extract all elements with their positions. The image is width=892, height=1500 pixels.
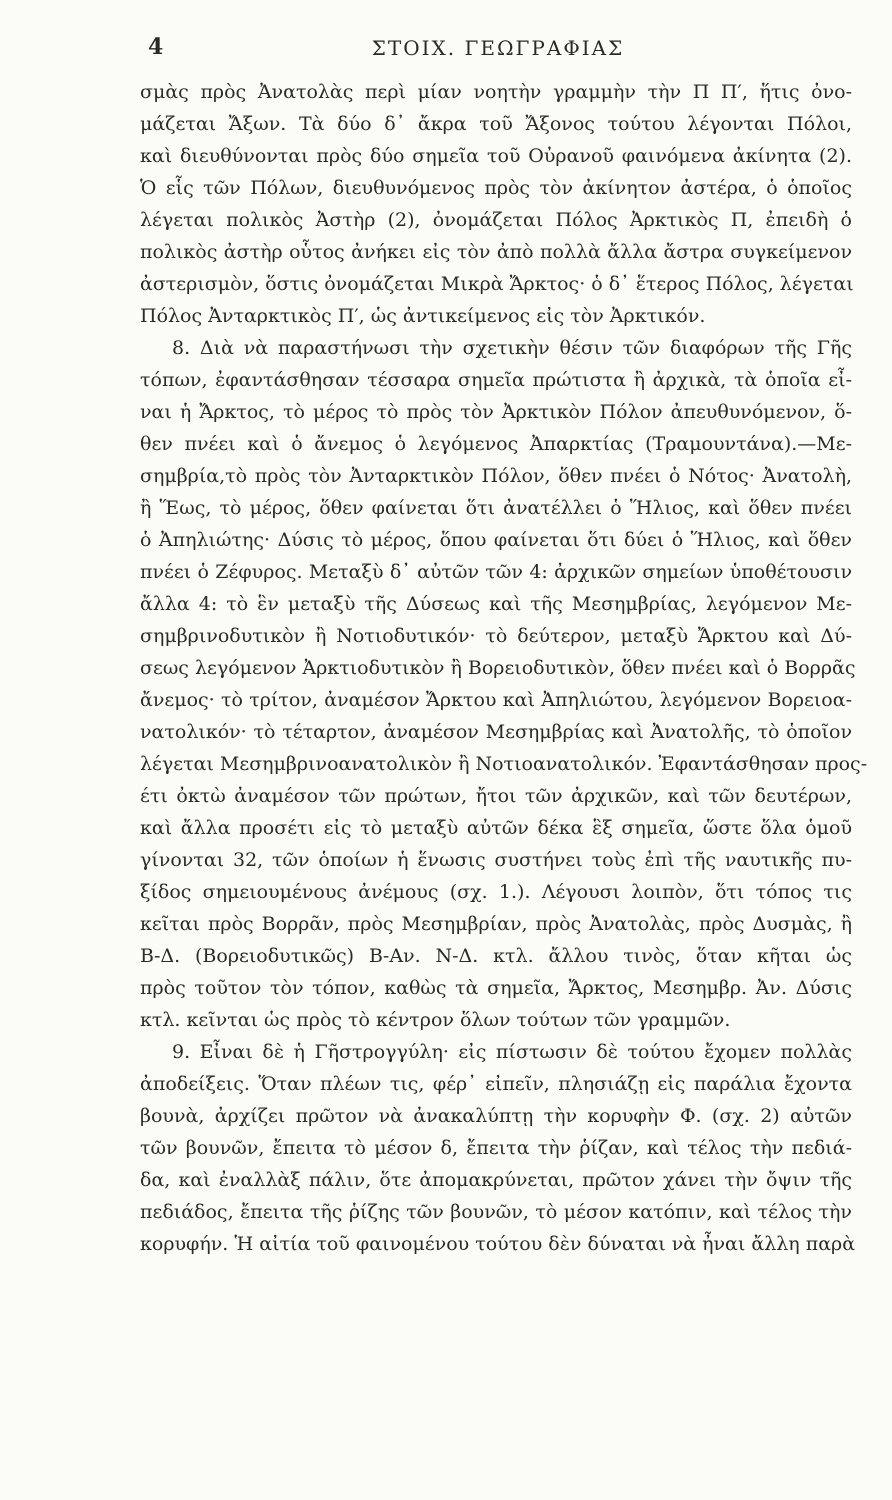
- text-line: σεως λεγόμενον Ἀρκτιοδυτικὸν ἢ Βορειοδυτικὸν, ὅθεν πνέει καὶ ὁ Βορρᾶς: [140, 657, 856, 679]
- text-line: λέγεται πολικὸς Ἀστὴρ (2), ὀνομάζεται Πόλος Ἀρκτικὸς Π, ἐπειδὴ ὁ: [140, 209, 852, 231]
- text-line: ξίδος σημειουμένους ἀνέμους (σχ. 1.). Λέγουσι λοιπὸν, ὅτι τόπος τις: [140, 881, 852, 903]
- text-line: πρὸς τοῦτον τὸν τόπον, καθὼς τὰ σημεῖα, Ἄρκτος, Μεσημβρ. Ἀν. Δύσις: [140, 977, 852, 999]
- text-line: μάζεται Ἄξων. Τὰ δύο δ᾽ ἄκρα τοῦ Ἄξονος τούτου λέγονται Πόλοι,: [140, 113, 852, 135]
- text-line: πνέει ὁ Ζέφυρος. Μεταξὺ δ᾽ αὐτῶν τῶν 4: ἀρχικῶν σημείων ὑποθέτουσιν: [140, 561, 852, 583]
- text-line: κορυφήν. Ἡ αἰτία τοῦ φαινομένου τούτου δὲν δύναται νὰ ἦναι ἄλλη παρὰ: [140, 1233, 856, 1255]
- text-line: Ὁ εἷς τῶν Πόλων, διευθυνόμενος πρὸς τὸν ἀκίνητον ἀστέρα, ὁ ὁποῖος: [140, 177, 852, 199]
- text-line: 9. Εἶναι δὲ ἡ Γῆστρογγύλη· εἰς πίστωσιν δὲ τούτου ἔχομεν πολλὰς: [172, 1041, 852, 1063]
- page-number: 4: [148, 34, 164, 60]
- text-line: τόπων, ἐφαντάσθησαν τέσσαρα σημεῖα πρώτιστα ἢ ἀρχικὰ, τὰ ὁποῖα εἶ-: [140, 369, 852, 391]
- body-text: [140, 76, 868, 1260]
- text-line: 8. Διὰ νὰ παραστήνωσι τὴν σχετικὴν θέσιν τῶν διαφόρων τῆς Γῆς: [172, 337, 852, 359]
- text-line: καὶ διευθύνονται πρὸς δύο σημεῖα τοῦ Οὐρανοῦ φαινόμενα ἀκίνητα (2).: [140, 145, 852, 167]
- text-line: σημβρία,τὸ πρὸς τὸν Ἀνταρκτικὸν Πόλον, ὅθεν πνέει ὁ Νότος· Ἀνατολὴ,: [140, 465, 852, 487]
- text-line: ἄνεμος· τὸ τρίτον, ἀναμέσον Ἄρκτου καὶ Ἀπηλιώτου, λεγόμενον Βορειοα-: [140, 689, 852, 711]
- text-line: ἀστερισμὸν, ὅστις ὀνομάζεται Μικρὰ Ἄρκτος· ὁ δ᾽ ἕτερος Πόλος, λέγεται: [140, 273, 854, 295]
- text-line: ναι ἡ Ἄρκτος, τὸ μέρος τὸ πρὸς τὸν Ἀρκτικὸν Πόλον ἀπευθυνόμενον, ὅ-: [140, 401, 852, 423]
- text-line: Β-Δ. (Βορειοδυτικῶς) Β-Αν. Ν-Δ. κτλ. ἄλλου τινὸς, ὅταν κῆται ὡς: [140, 945, 852, 967]
- running-title: ΣΤΟΙΧ. ΓΕΩΓΡΑΦΙΑΣ: [371, 36, 625, 60]
- text-line: ἀποδείξεις. Ὅταν πλέων τις, φέρ᾽ εἰπεῖν, πλησιάζῃ εἰς παράλια ἔχοντα: [140, 1073, 852, 1095]
- text-line: κτλ. κεῖνται ὡς πρὸς τὸ κέντρον ὅλων τούτων τῶν γραμμῶν.: [140, 1009, 731, 1031]
- text-line: Πόλος Ἀνταρκτικὸς Π′, ὡς ἀντικείμενος εἰς τὸν Ἀρκτικόν.: [140, 305, 706, 327]
- text-line: νατολικόν· τὸ τέταρτον, ἀναμέσον Μεσημβρίας καὶ Ἀνατολῆς, τὸ ὁποῖον: [140, 721, 852, 743]
- text-line: σμὰς πρὸς Ἀνατολὰς περὶ μίαν νοητὴν γραμμὴν τὴν Π Π′, ἥτις ὀνο-: [140, 81, 852, 103]
- text-line: έτι ὀκτὼ ἀναμέσον τῶν πρώτων, ἤτοι τῶν ἀρχικῶν, καὶ τῶν δευτέρων,: [140, 785, 852, 807]
- text-line: σημβρινοδυτικὸν ἢ Νοτιοδυτικόν· τὸ δεύτερον, μεταξὺ Ἄρκτου καὶ Δύ-: [140, 625, 852, 647]
- text-line: τῶν βουνῶν, ἔπειτα τὸ μέσον δ, ἔπειτα τὴν ῥίζαν, καὶ τέλος τὴν πεδιά-: [140, 1137, 852, 1159]
- text-line: καὶ ἄλλα προσέτι εἰς τὸ μεταξὺ αὐτῶν δέκα ἓξ σημεῖα, ὥστε ὅλα ὁμοῦ: [140, 817, 852, 839]
- text-line: πεδιάδος, ἔπειτα τῆς ῥίζης τῶν βουνῶν, τὸ μέσον κατόπιν, καὶ τέλος τὴν: [140, 1201, 852, 1223]
- text-line: ἄλλα 4: τὸ ἓν μεταξὺ τῆς Δύσεως καὶ τῆς Μεσημβρίας, λεγόμενον Με-: [140, 593, 852, 615]
- text-line: γίνονται 32, τῶν ὁποίων ἡ ἕνωσις συστήνει τοὺς ἐπὶ τῆς ναυτικῆς πυ-: [140, 849, 852, 871]
- text-line: λέγεται Μεσημβρινοανατολικὸν ἢ Νοτιοανατολικόν. Ἐφαντάσθησαν προς-: [140, 753, 868, 775]
- text-line: ἢ Ἕως, τὸ μέρος, ὅθεν φαίνεται ὅτι ἀνατέλλει ὁ Ἥλιος, καὶ ὅθεν πνέει: [140, 497, 852, 519]
- page-header: [148, 34, 848, 64]
- text-line: δα, καὶ ἐναλλὰξ πάλιν, ὅτε ἀπομακρύνεται, πρῶτον χάνει τὴν ὄψιν τῆς: [140, 1169, 852, 1191]
- text-line: βουνὰ, ἀρχίζει πρῶτον νὰ ἀνακαλύπτῃ τὴν κορυφὴν Φ. (σχ. 2) αὐτῶν: [140, 1105, 852, 1127]
- text-line: πολικὸς ἀστὴρ οὗτος ἀνήκει εἰς τὸν ἀπὸ πολλὰ ἄλλα ἄστρα συγκείμενον: [140, 241, 852, 263]
- text-line: κεῖται πρὸς Βορρᾶν, πρὸς Μεσημβρίαν, πρὸς Ἀνατολὰς, πρὸς Δυσμὰς, ἢ: [140, 913, 852, 935]
- text-line: θεν πνέει καὶ ὁ ἄνεμος ὁ λεγόμενος Ἀπαρκτίας (Τραμουντάνα).—Με-: [140, 433, 852, 455]
- text-line: ὁ Ἀπηλιώτης· Δύσις τὸ μέρος, ὅπου φαίνεται ὅτι δύει ὁ Ἥλιος, καὶ ὅθεν: [140, 529, 852, 551]
